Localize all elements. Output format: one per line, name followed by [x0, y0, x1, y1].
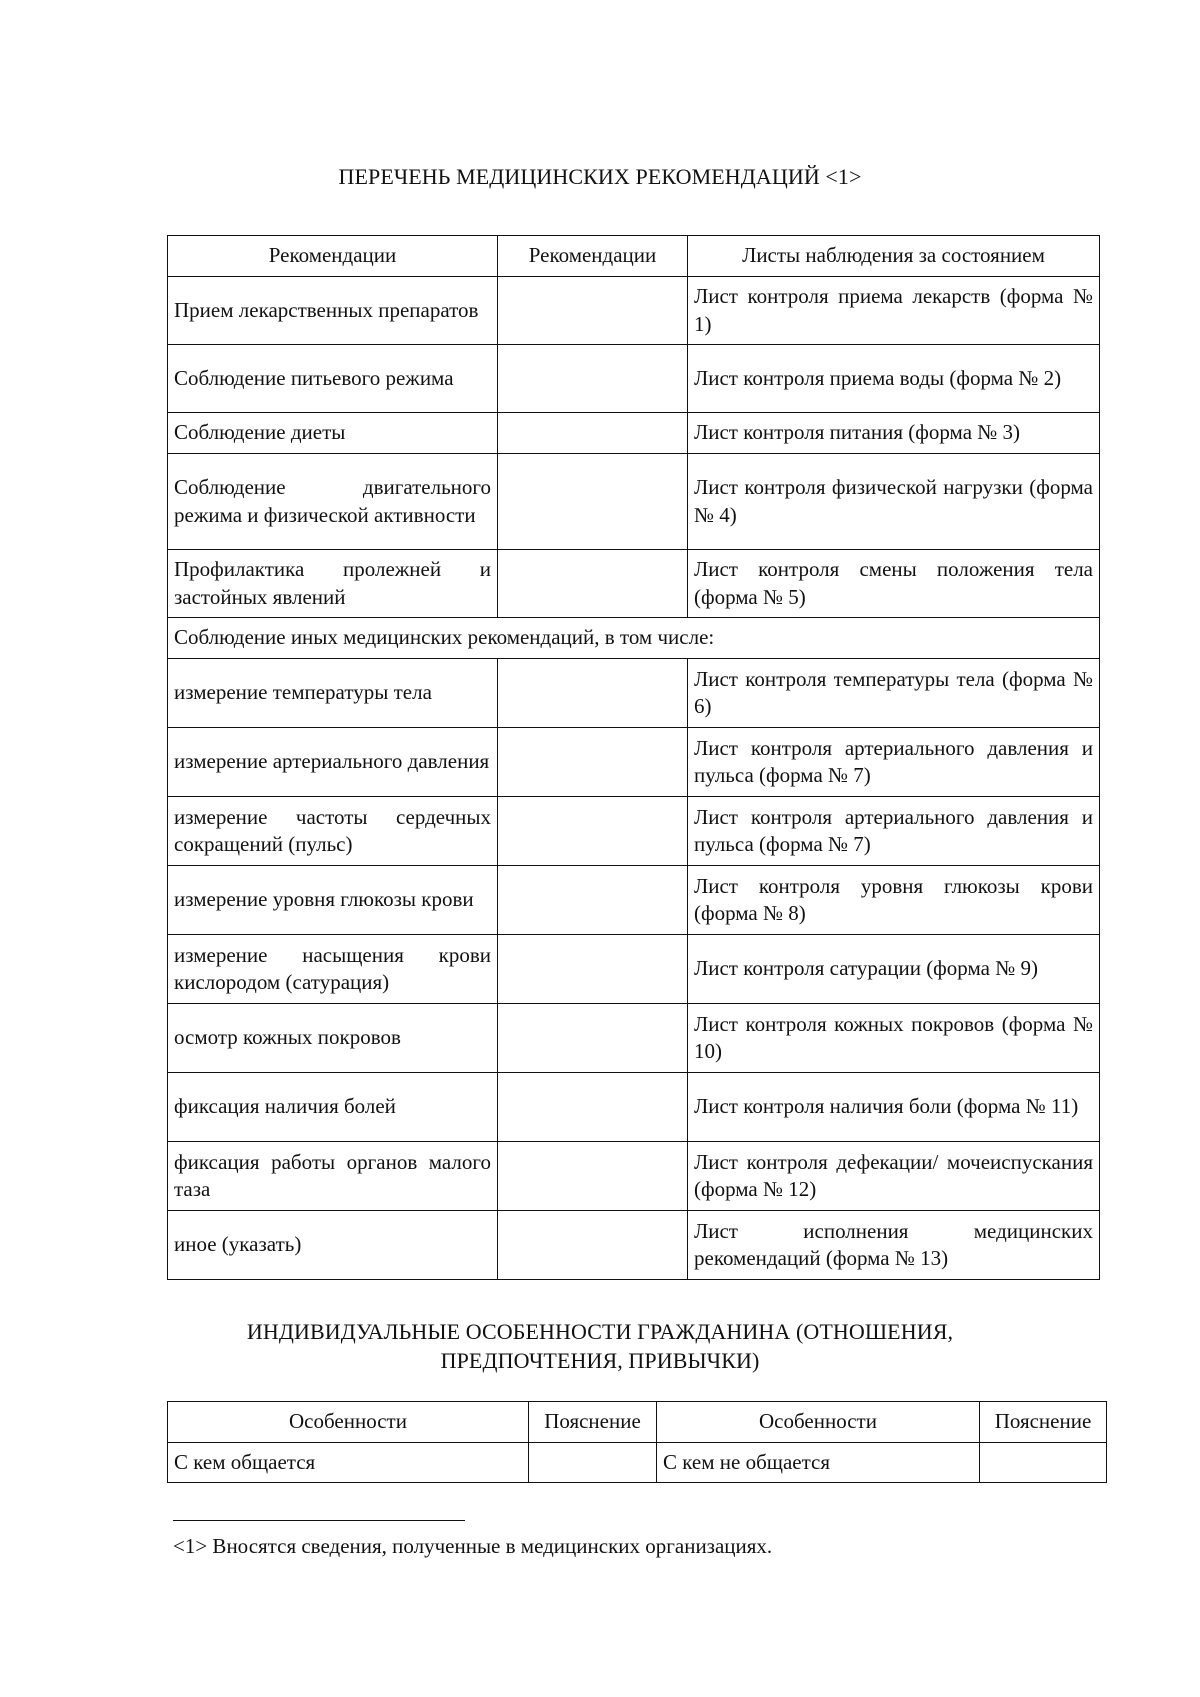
other-recommendations-heading: Соблюдение иных медицинских рекомендаций, в том числе: — [168, 618, 1100, 659]
recommendation-value-cell[interactable] — [498, 935, 688, 1004]
observation-sheet-cell: Лист контроля артериального давления и пульса (форма № 7) — [688, 797, 1100, 866]
recommendation-value-cell[interactable] — [498, 277, 688, 345]
recommendation-cell: измерение насыщения крови кислородом (сатурация) — [168, 935, 498, 1004]
recommendation-value-cell[interactable] — [498, 345, 688, 413]
recommendation-cell: Соблюдение двигательного режима и физической активности — [168, 454, 498, 550]
recommendation-cell: измерение частоты сердечных сокращений (пульс) — [168, 797, 498, 866]
footnote-separator — [173, 1520, 465, 1521]
page-title: ПЕРЕЧЕНЬ МЕДИЦИНСКИХ РЕКОМЕНДАЦИЙ <1> — [338, 164, 862, 189]
table-row — [168, 797, 1100, 866]
recommendation-value-cell[interactable] — [498, 413, 688, 454]
recommendation-cell: измерение температуры тела — [168, 659, 498, 728]
column-header: Пояснение — [980, 1402, 1107, 1443]
table-row — [168, 728, 1100, 797]
individual-features-table — [167, 1401, 1107, 1483]
table-row — [168, 550, 1100, 618]
table-row — [168, 345, 1100, 413]
recommendation-cell: иное (указать) — [168, 1211, 498, 1280]
table-span-row — [168, 618, 1100, 659]
table-row — [168, 1443, 1107, 1483]
section-title — [0, 1317, 1200, 1375]
recommendation-value-cell[interactable] — [498, 866, 688, 935]
observation-sheet-cell: Лист контроля уровня глюкозы крови (форма № 8) — [688, 866, 1100, 935]
observation-sheet-cell: Лист контроля дефекации/ мочеиспускания (форма № 12) — [688, 1142, 1100, 1211]
observation-sheet-cell: Лист контроля кожных покровов (форма № 10) — [688, 1004, 1100, 1073]
observation-sheet-cell: Лист исполнения медицинских рекомендаций (форма № 13) — [688, 1211, 1100, 1280]
recommendation-cell: Соблюдение питьевого режима — [168, 345, 498, 413]
column-header: Листы наблюдения за состоянием — [688, 236, 1100, 277]
table-row — [168, 935, 1100, 1004]
observation-sheet-cell: Лист контроля артериального давления и пульса (форма № 7) — [688, 728, 1100, 797]
column-header: Пояснение — [529, 1402, 657, 1443]
recommendation-value-cell[interactable] — [498, 1004, 688, 1073]
observation-sheet-cell: Лист контроля физической нагрузки (форма № 4) — [688, 454, 1100, 550]
column-header: Рекомендации — [498, 236, 688, 277]
recommendation-cell: Профилактика пролежней и застойных явлений — [168, 550, 498, 618]
recommendation-cell: Прием лекарственных препаратов — [168, 277, 498, 345]
table-row — [168, 659, 1100, 728]
feature-cell: С кем не общается — [657, 1443, 980, 1483]
observation-sheet-cell: Лист контроля приема лекарств (форма № 1) — [688, 277, 1100, 345]
observation-sheet-cell: Лист контроля питания (форма № 3) — [688, 413, 1100, 454]
table-row — [168, 454, 1100, 550]
note-cell[interactable] — [980, 1443, 1107, 1483]
section-title-text: ИНДИВИДУАЛЬНЫЕ ОСОБЕННОСТИ ГРАЖДАНИНА (ОТНОШЕНИЯ, ПРЕДПОЧТЕНИЯ, ПРИВЫЧКИ) — [246, 1319, 954, 1373]
recommendations-table — [167, 235, 1100, 1280]
table-header-row — [168, 236, 1100, 277]
table-row — [168, 1211, 1100, 1280]
recommendation-value-cell[interactable] — [498, 797, 688, 866]
observation-sheet-cell: Лист контроля смены положения тела (форма № 5) — [688, 550, 1100, 618]
feature-cell: С кем общается — [168, 1443, 529, 1483]
recommendation-cell: измерение артериального давления — [168, 728, 498, 797]
observation-sheet-cell: Лист контроля сатурации (форма № 9) — [688, 935, 1100, 1004]
observation-sheet-cell: Лист контроля температуры тела (форма № 6) — [688, 659, 1100, 728]
table-row — [168, 866, 1100, 935]
table-row — [168, 1073, 1100, 1142]
observation-sheet-cell: Лист контроля приема воды (форма № 2) — [688, 345, 1100, 413]
recommendation-value-cell[interactable] — [498, 550, 688, 618]
table-row — [168, 413, 1100, 454]
recommendation-value-cell[interactable] — [498, 728, 688, 797]
recommendation-cell: измерение уровня глюкозы крови — [168, 866, 498, 935]
table-header-row — [168, 1402, 1107, 1443]
recommendation-value-cell[interactable] — [498, 1073, 688, 1142]
column-header: Особенности — [657, 1402, 980, 1443]
footnote: <1> Вносятся сведения, полученные в медицинских организациях. — [173, 1534, 773, 1558]
recommendation-cell: фиксация работы органов малого таза — [168, 1142, 498, 1211]
recommendation-value-cell[interactable] — [498, 1211, 688, 1280]
recommendation-cell: фиксация наличия болей — [168, 1073, 498, 1142]
recommendation-value-cell[interactable] — [498, 454, 688, 550]
table-row — [168, 1142, 1100, 1211]
column-header: Рекомендации — [168, 236, 498, 277]
column-header: Особенности — [168, 1402, 529, 1443]
observation-sheet-cell: Лист контроля наличия боли (форма № 11) — [688, 1073, 1100, 1142]
table-row — [168, 1004, 1100, 1073]
recommendation-value-cell[interactable] — [498, 659, 688, 728]
recommendation-value-cell[interactable] — [498, 1142, 688, 1211]
table-row — [168, 277, 1100, 345]
recommendation-cell: Соблюдение диеты — [168, 413, 498, 454]
note-cell[interactable] — [529, 1443, 657, 1483]
recommendation-cell: осмотр кожных покровов — [168, 1004, 498, 1073]
